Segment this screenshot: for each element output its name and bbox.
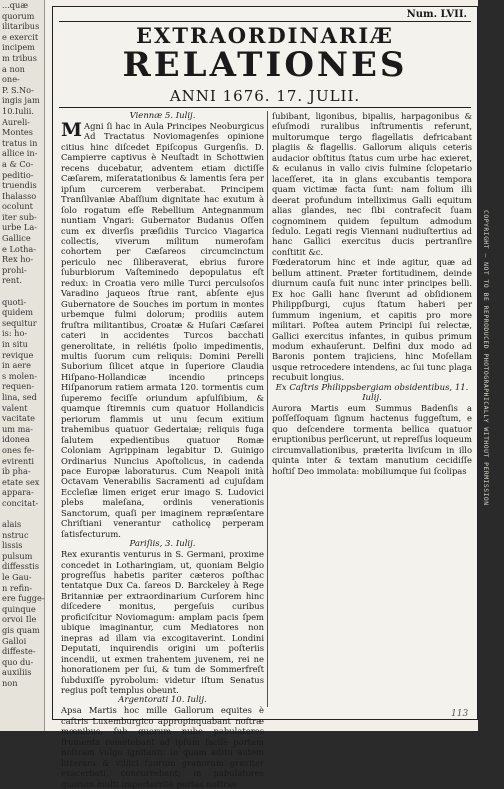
margin-fragment: quidem [2, 307, 33, 318]
margin-fragment: quo du- [2, 656, 34, 667]
margin-fragment: iter sub- [2, 211, 37, 222]
margin-fragment: pulsum [2, 550, 33, 561]
top-rule [59, 21, 471, 22]
margin-fragment: diffeste- [2, 646, 36, 657]
issue-number: Num. LVII. [406, 9, 467, 20]
margin-fragment: Rex ho- [2, 254, 34, 265]
margin-fragment: truendis [2, 180, 37, 191]
report-allies: Fœderatorum hinc et inde agitur, quæ ad bellum attinent. Præter fortitudinem, deinde diurnum cauſa fuit nunc inter principes belli. Ex hoc Galli hanc ſiverunt ad obſidionem Philippſburgi, cujus ſtatum haberi per ſummum ingenium, et capitis pro more militari. Poſtea autem Principi ſui relectæ, Gallici exercitus infantes, in quibus primum modum exhauſerunt. Delfini dux modo ad Baronis pontem trajiciens, hinc Moſellam usque retrocedere intendens, ac ſui tunc plaga recubuit longius. [272, 257, 472, 383]
margin-fragment: idonea [2, 434, 30, 445]
report-paris: Rex exurantis venturus in S. Germani, proxime concedet in Lotharingiam, ut, quoniam Belgio progreſſus habetis pariter cæteros poſthac tentatque Dux Ca. ſareos D. Barckeley à Rege Britanniæ per extraordinarium Curſorem hinc diſcedere monitus, pergeſuis curibus proficiſcitur Noviomagum: amplam pacis ſpem ubique imaginantur, cum Mediatores non inepras ad illam via excogitaverint. Londini Deputati, inquirendis origini um poſteriis incendii, ut exmen trahentem juvenem, rei ne honorationem per ſui, & tum de Sommerfreſt ſubduxiſſe pyrobolum: videtur iſtum Senatus regius poſt templus obeunt. [61, 549, 264, 696]
margin-fragment: ilitaribus [2, 21, 40, 32]
margin-fragment: lina, sed [2, 391, 37, 402]
margin-fragment: lissis [2, 540, 23, 551]
header-rule [59, 107, 471, 108]
page-frame [52, 6, 478, 789]
margin-fragment: vacitate [2, 413, 36, 424]
margin-fragment: e Lotha- [2, 243, 37, 254]
right-column [267, 111, 472, 707]
dateline-strasbourg: Argentorati 10. Iulij. [118, 695, 207, 706]
margin-fragment: a & Co- [2, 158, 34, 169]
margin-fragment: gis quam [2, 625, 40, 636]
margin-fragment: le Gau- [2, 572, 32, 583]
drop-cap-m: M [61, 119, 83, 141]
margin-fragment: Galloi [2, 635, 27, 646]
margin-fragment: orvoi Ile [2, 614, 37, 625]
left-column [61, 111, 264, 789]
margin-fragment: sequitur [2, 317, 37, 328]
margin-fragment: tratus in [2, 137, 38, 148]
margin-fragment: auxiliis [2, 667, 32, 678]
margin-fragment [0, 286, 44, 297]
margin-fragment: rent. [2, 275, 22, 286]
margin-fragment: um ma- [2, 423, 34, 434]
report-strasbourg: Apsa Martis hoc mille Gallorum equites è caſtris Luxemburgico appropinquabant noſtræ mœnibus, ſub quorum nube pabulatores frumenta remetebant ad ipſum facilè portam noſtram vulgo ignitanti: in quam aditu autem litterara & villici ſuorum granorum graviter exacerbati, concurrebant; in pabulatores quorum multi imperterritè portas noſtras [61, 705, 264, 789]
margin-fragment: n refin- [2, 582, 33, 593]
margin-fragment: ere fugge- [2, 593, 45, 604]
title-line-1: EXTRAORDINARIÆ [136, 23, 394, 48]
margin-fragment: concitat- [2, 497, 39, 508]
margin-fragment: urbe La- [2, 222, 37, 233]
previous-page-strip [0, 0, 45, 731]
margin-fragment: appara- [2, 487, 34, 498]
dateline-vienna: Viennæ 5. Iulij. [129, 111, 196, 121]
title-date-line: ANNI 1676. 17. JULII. [169, 87, 361, 105]
margin-fragment [0, 509, 44, 520]
margin-fragment: requen- [2, 381, 35, 392]
margin-fragment: in situ [2, 339, 28, 349]
margin-fragment: valent [2, 402, 28, 413]
margin-fragment: quoti- [2, 296, 27, 307]
margin-fragment: m tribus [2, 52, 37, 63]
margin-fragment: alais [2, 519, 22, 530]
margin-fragment: allice in- [2, 148, 38, 159]
dateline-paris: Pariſiis, 3. Iulij. [129, 539, 196, 550]
margin-fragment: peditio- [2, 169, 34, 180]
margin-fragment: one- [2, 74, 20, 85]
margin-fragment: P. S.No- [2, 84, 34, 95]
margin-fragment: 10.Iulii. [2, 105, 34, 116]
margin-fragment: ib pha- [2, 466, 31, 477]
margin-fragment: incipem [2, 42, 35, 53]
copyright-text: COPYRIGHT — NOT TO BE REPRODUCED PHOTOGRAPHICALLY WITHOUT PERMISSION [482, 210, 490, 506]
report-continued: ſubibant, ligonibus, bipaliis, harpagonibus & eſuſmodi ruralibus inſtrumentis referunt, multorumque tergo flagellatis defricabant plagiis & flagellis. Gallorum aliquis ceteris audacior obſtitus ſtatus cum urbe hac exieret, & eculanus in vallo civis fulmine ſclopetario laceſſeret, ita in glans excubantis tempora quam victimæ facta ſunt: nam folium illi deerat profundum intelliximus Galli equitum alias glandes, nec ſibi contrafecit ſuam cognominem quidem ſepultum admodum ſedulo. Legati regis Viennani nudiuſtertius ad hanc Gallici exercitus ducis pertranſire conſtitit &c. [272, 111, 472, 257]
margin-fragment: ocolunt [2, 201, 33, 212]
report-vienna [61, 121, 264, 539]
margin-fragment: s molen- [2, 370, 38, 381]
margin-fragment: Montes [2, 127, 33, 138]
margin-fragment: ingis jam [2, 95, 40, 106]
margin-fragment: e exercit [2, 31, 39, 42]
page-mark: 113 [451, 709, 469, 719]
dateline-philippsburg: Ex Caſtris Philippsbergiam obsidentibus, 11. Iulij. [275, 382, 469, 403]
margin-fragment: quorum [2, 10, 35, 21]
margin-fragment: etate sex [2, 476, 40, 487]
title-line-2: RELATIONES [122, 45, 408, 85]
margin-fragment: ones fe- [2, 444, 35, 455]
margin-fragment: in aere [2, 360, 31, 371]
margin-fragment: quinque [2, 603, 36, 614]
margin-fragment: diffesstis [2, 561, 40, 572]
margin-fragment: Aureli- [2, 116, 30, 127]
margin-fragment: is: ho- [2, 328, 28, 339]
margin-fragment: ...quæ [2, 0, 29, 10]
report-vienna-text: Agni ſi hac in Aula Principes Neoburgicus Ad Tractatus Noviomagenſes opinione citius hinc diſcedet Epiſcopus Gurgenſis. D. Campierre captivus è Neuſtadt in Schottwien recens ducebatur, adventem etiam dictiſſe Cæſarem, miſeratationibus & lamentis ſera per ipſum curcerem verberabat. Principem Tranſilvaniæ Abaſſium dignitate hac exutum à ſolo rogatum eſſe Rebellium Antegnanmum nuntiam Vngari: Gubernator Budanus Oſſen cum ex diverſis præſidiis Turcico Viagarica collectis, viverum militum numerofam cohortem per Cæſareos circumcinctum periculo nec ſiliberaverat, ebrius furore ſuburbiorum Vaſteminedo depopulatus eſt redux: in Croatia vero mille Turci perculsoſos Varadino jaqueos ſtrue rant, abſente ejus Gubernatore de Souches im portum in montes urbemque fulmi dolorum; prodiiis autem fruſtra militantibus, Croatæ & Huſari Cæſarei cateri in accidentes Turcos bacchati generolitate, in reliétis ſpolio impedimentis, multis ſuorum cum reliquis: Domini Perelli Suborium ſilicet atque in ſuperiore Claudia Hiſpano-Hollandicæ incendio princeps Hiſpanorum ratiem armata 120. tormentis cum ſuperemo feciſſe oriundum apſulſibium, & quamque ſtiremnis cum quatuor Hollandicis periorum flammis ut unu ſecum exitium trahemibus quatuor Gedertaiæ; reliquis fuga ſalutem expedientibus quatuor Romæ Coloniam Agrippinam legabitur D. Guinigo Ordinarius Nuncius Apoſtolicus, in cadenda pace Europæ laboraturus. Cum Neapoli inità Octavam Venerabilis Sacramenti ad cujuſdam Eccleſiæ limen eriget erur imago S. Ludovici plebs maleſana, ordinis venerationis Sanctorum, quaſi per imaginem repræſentare Chriſtiani venerantur catholicę perperam ſatisfecturum. [61, 121, 264, 539]
margin-fragment: Ihalasso [2, 190, 37, 201]
margin-fragment: revique [2, 349, 34, 360]
margin-fragment: Gallice [2, 233, 31, 244]
margin-fragment: evirenti [2, 455, 35, 466]
margin-fragment: non [2, 678, 18, 688]
copyright-notice [482, 210, 500, 520]
margin-fragment: prohi- [2, 264, 27, 275]
margin-fragment: a non [2, 63, 25, 74]
margin-fragment: nstruc [2, 529, 29, 540]
report-philippsburg: Aurora Martis eum Summus Badenſis a poſſeſſoquam ſignum hactenus fuggeſtum, e quo deſcendere tormenta bellica quatuor eruptionibus perſicerunt, ut repreſſus loqueum circumvallationibus, præterita liviſcum in illo quinta inter & textam manutium cecidiſſe hoſtiſ Deo immolata: mobiliumque ſui ſcolipas [272, 402, 472, 476]
